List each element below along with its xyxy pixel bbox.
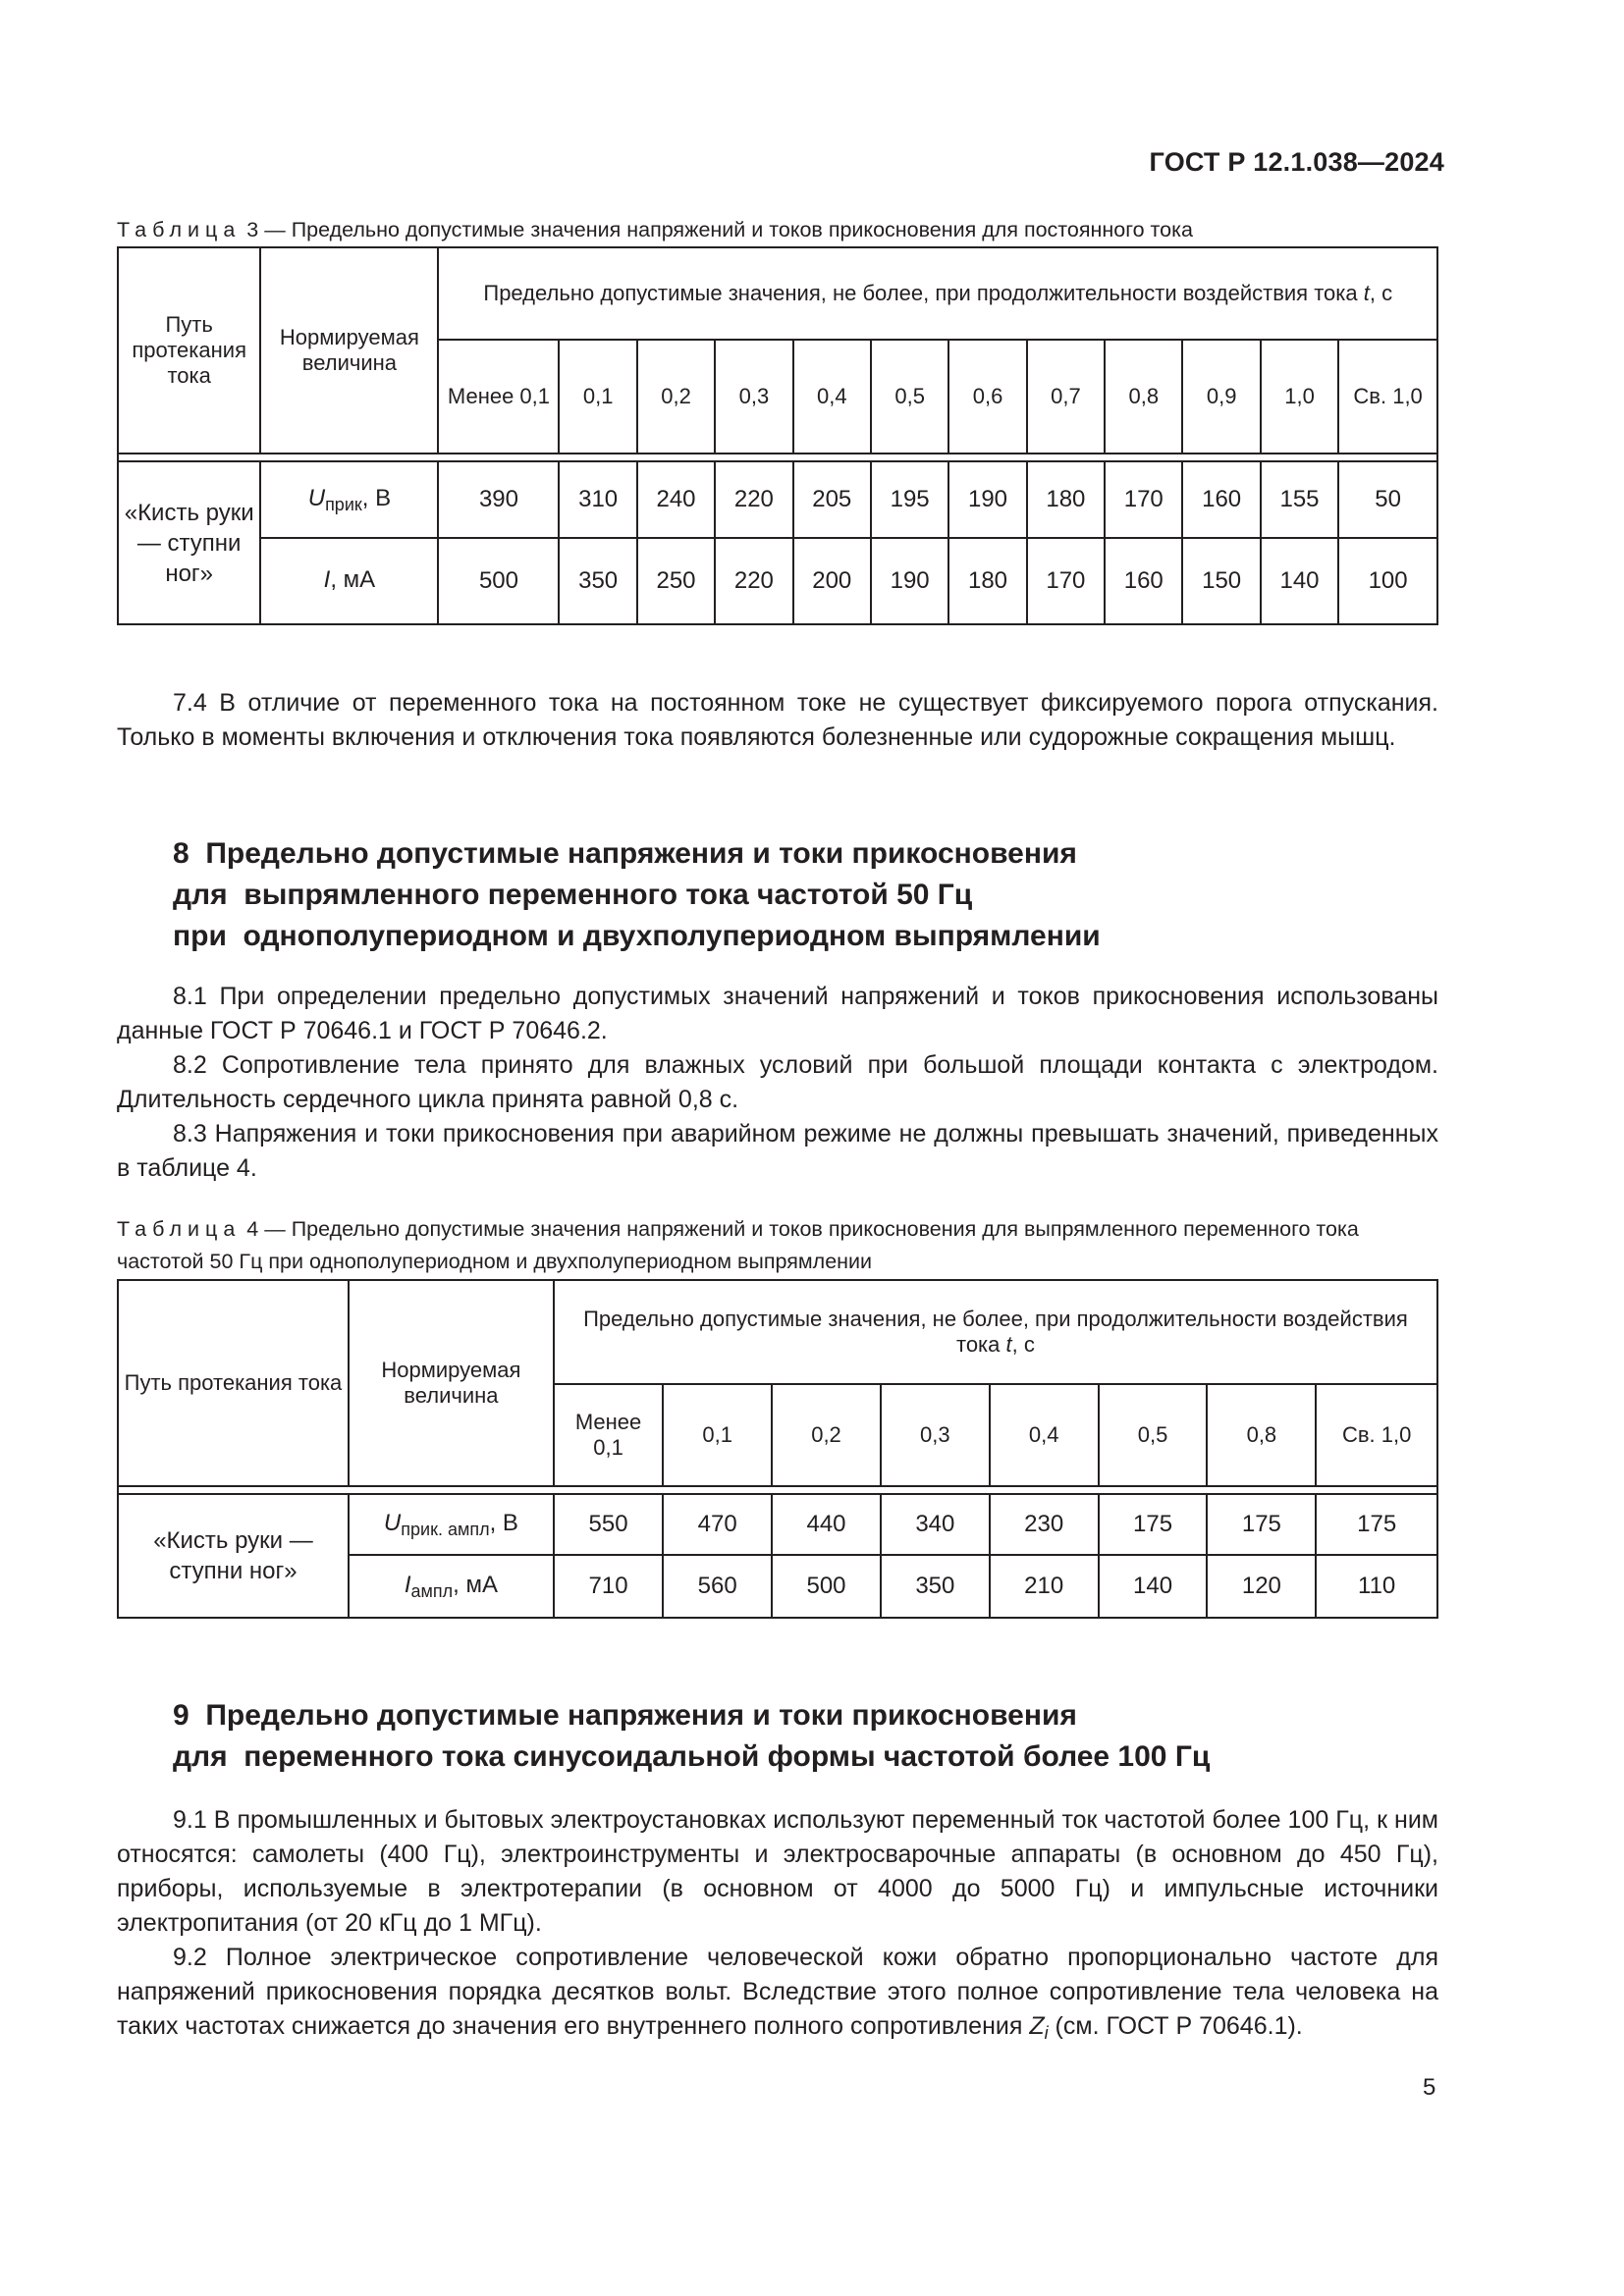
value-cell: 310 xyxy=(559,461,636,538)
table-row xyxy=(118,461,1437,538)
value-cell: 110 xyxy=(1316,1555,1437,1618)
section-9-title xyxy=(173,1695,1210,1778)
section-title-line: 9 Предельно допустимые напряжения и токи прикосновения xyxy=(173,1699,1077,1732)
quantity-unit: , мА xyxy=(330,565,376,593)
value-cell: 560 xyxy=(663,1555,772,1618)
paragraph-8-3: 8.3 Напряжения и токи прикосновения при аварийном режиме не должны превышать значений, приведенных в таблице 4. xyxy=(117,1120,1438,1182)
value-cell: 170 xyxy=(1105,461,1182,538)
table-3 xyxy=(117,246,1438,625)
value-cell: 230 xyxy=(990,1494,1099,1555)
value-cell: 50 xyxy=(1338,461,1437,538)
quantity-subscript: прик. ампл xyxy=(401,1519,490,1539)
value-cell: 170 xyxy=(1027,538,1105,624)
duration-cell: 0,3 xyxy=(715,340,792,454)
paragraph-7-4 xyxy=(117,686,1438,755)
duration-cell: Менее 0,1 xyxy=(438,340,559,454)
header-group-var: t xyxy=(1005,1332,1012,1357)
value-cell: 500 xyxy=(438,538,559,624)
quantity-symbol: I xyxy=(323,565,331,593)
table-4-header-quantity: Нормируемая величина xyxy=(349,1280,554,1486)
duration-cell: 0,8 xyxy=(1105,340,1182,454)
value-cell: 175 xyxy=(1099,1494,1208,1555)
table-row xyxy=(118,1494,1437,1555)
value-cell: 195 xyxy=(871,461,948,538)
value-cell: 220 xyxy=(715,538,792,624)
value-cell: 180 xyxy=(948,538,1026,624)
document-code-header: ГОСТ Р 12.1.038—2024 xyxy=(1149,147,1444,177)
table-4-caption-text: 4 — Предельно допустимые значения напряжений и токов прикосновения для выпрямленного переменного тока частотой 50 Гц при однополупериодном и двухполупериодном выпрямлении xyxy=(117,1217,1359,1273)
value-cell: 120 xyxy=(1207,1555,1316,1618)
value-cell: 350 xyxy=(559,538,636,624)
value-cell: 140 xyxy=(1261,538,1338,624)
paragraph-9-2 xyxy=(117,1941,1438,2051)
table-3-caption-text: 3 — Предельно допустимые значения напряжений и токов прикосновения для постоянного тока xyxy=(246,218,1193,241)
value-cell: 210 xyxy=(990,1555,1099,1618)
table-4-caption xyxy=(117,1213,1438,1278)
table-3-caption-label: Таблица xyxy=(117,218,242,241)
paragraph-tail: (см. ГОСТ Р 70646.1). xyxy=(1048,2012,1303,2040)
duration-cell: 0,5 xyxy=(1099,1384,1208,1486)
duration-cell: 1,0 xyxy=(1261,340,1338,454)
duration-cell: Св. 1,0 xyxy=(1338,340,1437,454)
path-cell: «Кисть руки — ступни ног» xyxy=(118,1494,349,1618)
paragraph-8-2: 8.2 Сопротивление тела принято для влажных условий при большой площади контакта с электродом. Длительность сердечного цикла принята равной 0,8 с. xyxy=(117,1051,1438,1113)
table-4-caption-label: Таблица xyxy=(117,1217,242,1241)
value-cell: 140 xyxy=(1099,1555,1208,1618)
path-cell: «Кисть руки — ступни ног» xyxy=(118,461,260,624)
quantity-symbol: U xyxy=(307,484,326,511)
quantity-unit: , В xyxy=(361,484,392,511)
table-row xyxy=(118,538,1437,624)
section-title-line: 8 Предельно допустимые напряжения и токи прикосновения xyxy=(173,837,1077,870)
section-8-title xyxy=(173,833,1101,957)
header-group-text: Предельно допустимые значения, не более, при продолжительности воздействия тока xyxy=(583,1307,1408,1357)
value-cell: 200 xyxy=(793,538,871,624)
paragraph-9-1: 9.1 В промышленных и бытовых электроустановках используют переменный ток частотой более 100 Гц, к ним относятся: самолеты (400 Гц), электроинструменты и электросварочные аппараты (в основном до 450 Гц), приборы, используемые в электротерапии (в основном от 4000 до 5000 Гц) и импульсные источники электропитания (от 20 кГц до 1 МГц). xyxy=(117,1806,1438,1937)
quantity-cell xyxy=(260,461,438,538)
duration-cell: 0,9 xyxy=(1182,340,1260,454)
value-cell: 205 xyxy=(793,461,871,538)
duration-cell: 0,2 xyxy=(772,1384,881,1486)
page-number: 5 xyxy=(1423,2074,1436,2101)
duration-cell: 0,6 xyxy=(948,340,1026,454)
value-cell: 470 xyxy=(663,1494,772,1555)
quantity-subscript: прик xyxy=(325,494,362,514)
table-3-header-quantity: Нормируемая величина xyxy=(260,247,438,454)
quantity-symbol: I xyxy=(404,1571,411,1598)
value-cell: 175 xyxy=(1316,1494,1437,1555)
paragraph-text: 9.2 Полное электрическое сопротивление человеческой кожи обратно пропорционально частоте для напряжений прикосновения порядка десятков вольт. Вследствие этого полное сопротивление тела человека на таких частотах снижается до значения его внутреннего полного сопротивления xyxy=(117,1944,1438,2040)
section-8-paragraphs xyxy=(117,980,1438,1186)
paragraph-text: 7.4 В отличие от переменного тока на постоянном токе не существует фиксируемого порога отпускания. Только в моменты включения и отключения тока появляются болезненные или судорожные сокращения мышц. xyxy=(117,689,1438,751)
quantity-cell xyxy=(349,1494,554,1555)
value-cell: 175 xyxy=(1207,1494,1316,1555)
duration-cell: 0,2 xyxy=(637,340,715,454)
value-cell: 150 xyxy=(1182,538,1260,624)
table-4-header-path: Путь протекания тока xyxy=(118,1280,349,1486)
duration-cell: 0,4 xyxy=(793,340,871,454)
quantity-symbol: U xyxy=(383,1509,402,1536)
table-4-header-duration-group xyxy=(554,1280,1437,1384)
duration-cell: 0,3 xyxy=(881,1384,990,1486)
section-title-line: при однополупериодном и двухполупериодном выпрямлении xyxy=(173,920,1101,952)
value-cell: 160 xyxy=(1105,538,1182,624)
table-3-header-duration-group xyxy=(438,247,1437,340)
duration-cell: 0,4 xyxy=(990,1384,1099,1486)
value-cell: 710 xyxy=(554,1555,663,1618)
duration-cell: 0,8 xyxy=(1207,1384,1316,1486)
quantity-cell xyxy=(260,538,438,624)
value-cell: 100 xyxy=(1338,538,1437,624)
value-cell: 390 xyxy=(438,461,559,538)
duration-cell: 0,5 xyxy=(871,340,948,454)
quantity-subscript: ампл xyxy=(410,1580,454,1601)
duration-cell: 0,1 xyxy=(663,1384,772,1486)
impedance-symbol: Z xyxy=(1029,2012,1045,2040)
section-title-line: для переменного тока синусоидальной формы частотой более 100 Гц xyxy=(173,1740,1211,1773)
table-3-caption xyxy=(117,214,1438,246)
quantity-unit: , В xyxy=(489,1509,518,1536)
value-cell: 340 xyxy=(881,1494,990,1555)
value-cell: 350 xyxy=(881,1555,990,1618)
header-group-var: t xyxy=(1363,281,1370,305)
value-cell: 240 xyxy=(637,461,715,538)
quantity-cell xyxy=(349,1555,554,1618)
section-title-line: для выпрямленного переменного тока частотой 50 Гц xyxy=(173,879,973,911)
value-cell: 220 xyxy=(715,461,792,538)
value-cell: 190 xyxy=(948,461,1026,538)
table-3-header-path: Путь протекания тока xyxy=(118,247,260,454)
duration-cell: 0,1 xyxy=(559,340,636,454)
table-4 xyxy=(117,1279,1438,1619)
header-group-text: Предельно допустимые значения, не более, при продолжительности воздействия тока xyxy=(483,281,1364,305)
value-cell: 500 xyxy=(772,1555,881,1618)
value-cell: 190 xyxy=(871,538,948,624)
paragraph-8-1: 8.1 При определении предельно допустимых значений напряжений и токов прикосновения использованы данные ГОСТ Р 70646.1 и ГОСТ Р 70646.2. xyxy=(117,983,1438,1044)
header-separator xyxy=(118,454,1437,461)
value-cell: 250 xyxy=(637,538,715,624)
value-cell: 440 xyxy=(772,1494,881,1555)
value-cell: 160 xyxy=(1182,461,1260,538)
duration-cell: Менее 0,1 xyxy=(554,1384,663,1486)
value-cell: 550 xyxy=(554,1494,663,1555)
header-group-suffix: , с xyxy=(1011,1332,1035,1357)
section-9-paragraphs xyxy=(117,1803,1438,2051)
quantity-unit: , мА xyxy=(453,1571,498,1598)
value-cell: 180 xyxy=(1027,461,1105,538)
header-group-suffix: , с xyxy=(1369,281,1393,305)
value-cell: 155 xyxy=(1261,461,1338,538)
duration-cell: 0,7 xyxy=(1027,340,1105,454)
impedance-subscript: i xyxy=(1044,2023,1049,2043)
duration-cell: Св. 1,0 xyxy=(1316,1384,1437,1486)
header-separator xyxy=(118,1486,1437,1494)
